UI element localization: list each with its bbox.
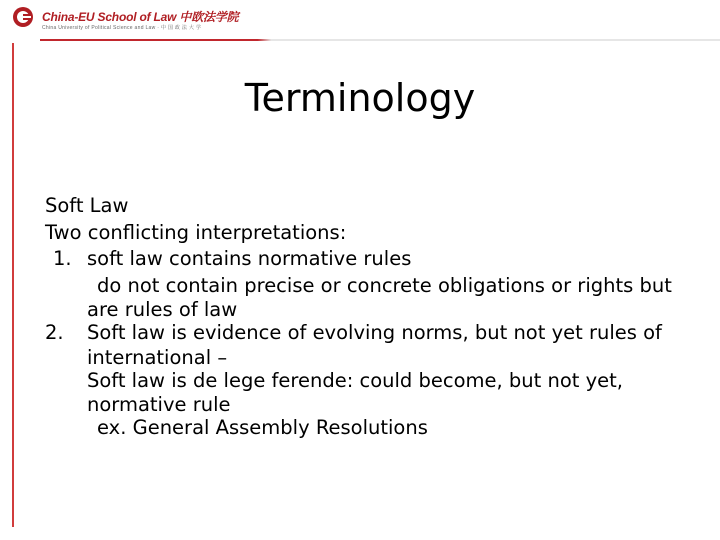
body-line: Soft law is evidence of evolving norms, but not yet rules of [87, 321, 662, 344]
body-line: international – [87, 345, 228, 369]
logo-title: China-EU School of Law 中欧法学院 [42, 10, 239, 24]
slide-body [45, 193, 685, 442]
school-logo-icon [12, 6, 34, 28]
slide-title: Terminology [244, 76, 476, 120]
list-marker: 2. [45, 321, 64, 344]
school-logo [8, 4, 268, 38]
body-line: do not contain precise or concrete obligations or rights but [97, 273, 672, 297]
body-line: are rules of law [87, 298, 238, 321]
body-line: Soft Law [45, 194, 129, 217]
body-line: ex. General Assembly Resolutions [97, 416, 428, 439]
body-line: Two conflicting interpretations: [45, 220, 347, 244]
body-line: soft law contains normative rules [87, 247, 412, 270]
body-line: Soft law is de lege ferende: could become, but not yet, [87, 368, 623, 392]
list-item [45, 246, 685, 273]
header-divider [40, 39, 720, 41]
body-line: normative rule [87, 393, 231, 416]
list-item [45, 320, 685, 347]
list-marker: 1. [53, 247, 72, 270]
logo-subtitle: China University of Political Science and Law · 中 国 政 法 大 学 [42, 25, 202, 31]
